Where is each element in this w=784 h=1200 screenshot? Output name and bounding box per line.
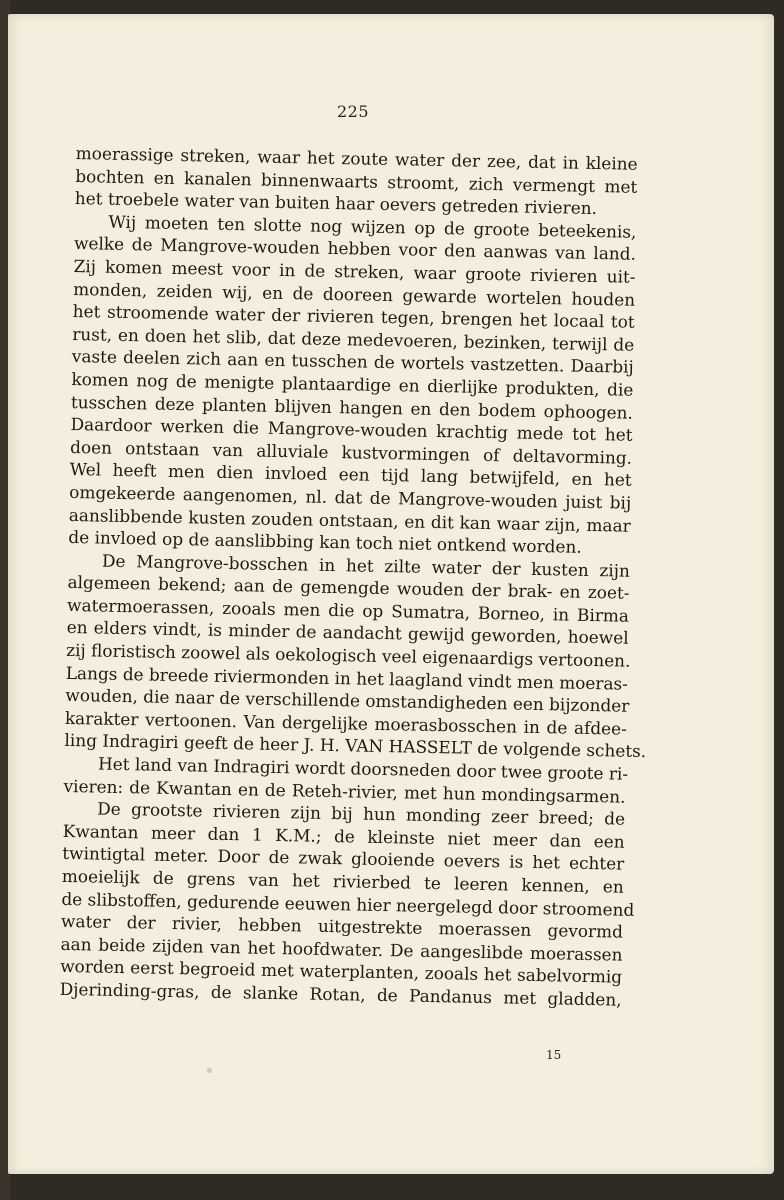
text-line: Djerinding-gras, de slanke Rotan, de Pandanus met gladden, <box>59 978 622 1010</box>
text-line: het stroomende water der rivieren tegen, brengen het locaal tot <box>72 301 635 332</box>
text-line: wouden, die naar de verschillende omstandigheden een bijzonder <box>65 685 630 716</box>
text-line: moeielijk de grens van het rivierbed te leeren kennen, en <box>61 865 624 897</box>
page-number: 225 <box>336 102 370 121</box>
text-line: omgekeerde aangenomen, nl. dat de Mangrove-wouden juist bij <box>69 481 632 513</box>
text-line: ling Indragiri geeft de heer J. H. VAN HASSELT de volgende schets. <box>64 730 647 762</box>
text-line: worden eerst begroeid met waterplanten, zooals het sabelvormig <box>59 956 623 988</box>
paper-speck <box>207 1068 212 1073</box>
text-line: zij floristisch zoowel als oekologisch veel eigenaardigs vertoonen. <box>66 639 631 671</box>
text-line: Zij komen meest voor in de streken, waar groote rivieren uit- <box>73 255 636 287</box>
text-line: Het land van Indragiri wordt doorsneden door twee groote ri- <box>97 753 629 784</box>
text-line: tusschen deze planten blijven hangen en den bodem ophoogen. <box>70 391 634 423</box>
text-line: Kwantan meer dan 1 K.M.; de kleinste niet meer dan een <box>62 820 625 852</box>
text-line: de slibstoffen, gedurende eeuwen hier neergelegd door stroomend <box>61 888 635 920</box>
text-line: monden, zeiden wij, en de dooreen gewarde wortelen houden <box>72 278 636 310</box>
text-line: Langs de breede riviermonden in het laagland vindt men moeras- <box>65 662 629 694</box>
text-line: Daardoor werken die Mangrove-wouden krachtig mede tot het <box>70 414 633 445</box>
text-line: welke de Mangrove-wouden hebben voor den aanwas van land. <box>73 233 637 265</box>
text-line: het troebele water van buiten haar oevers getreden rivieren. <box>74 188 598 219</box>
text-line: en elders vindt, is minder de aandacht gewijd geworden, hoewel <box>66 617 629 649</box>
text-line: bochten en kanalen binnenwaarts stroomt, zich vermengt met <box>75 165 638 197</box>
text-line: de invloed op de aanslibbing kan toch niet ontkend worden. <box>68 527 582 557</box>
text-line: vieren: de Kwantan en de Reteh-rivier, met hun mondingsarmen. <box>63 775 626 807</box>
text-line: aanslibbende kusten zouden ontstaan, en dit kan waar zijn, maar <box>68 504 631 536</box>
text-line: De Mangrove-bosschen in het zilte water der kusten zijn <box>101 550 631 581</box>
text-line: Wij moeten ten slotte nog wijzen op de groote beteekenis, <box>108 211 637 242</box>
text-line: komen nog de menigte plantaardige en dierlijke produkten, die <box>71 368 634 400</box>
body-text <box>59 142 647 1011</box>
signature-mark: 15 <box>546 1048 562 1062</box>
text-line: rust, en doen het slib, dat deze medevoeren, bezinken, terwijl de <box>72 323 635 355</box>
text-line: moerassige streken, waar het zoute water der zee, dat in kleine <box>75 142 638 174</box>
text-line: karakter vertoonen. Van dergelijke moerasbosschen in de afdee- <box>64 707 628 739</box>
text-line: aan beide zijden van het hoofdwater. De aangeslibde moerassen <box>60 933 623 965</box>
text-line: algemeen bekend; aan de gemengde wouden der brak- en zoet- <box>67 572 630 603</box>
text-line: De grootste rivieren zijn bij hun monding zeer breed; de <box>97 798 626 829</box>
text-line: doen ontstaan van alluviale kustvormingen of deltavorming. <box>69 436 633 468</box>
text-line: twintigtal meter. Door de zwak glooiende oevers is het echter <box>62 843 625 875</box>
text-line: water der rivier, hebben uitgestrekte moerassen gevormd <box>60 911 624 942</box>
text-line: vaste deelen zich aan en tusschen de wortels vastzetten. Daarbij <box>71 346 634 378</box>
text-line: Wel heeft men dien invloed een tijd lang betwijfeld, en het <box>69 459 632 491</box>
text-line: watermoerassen, zooals men die op Sumatra, Borneo, in Birma <box>66 594 630 626</box>
book-page <box>8 14 774 1174</box>
